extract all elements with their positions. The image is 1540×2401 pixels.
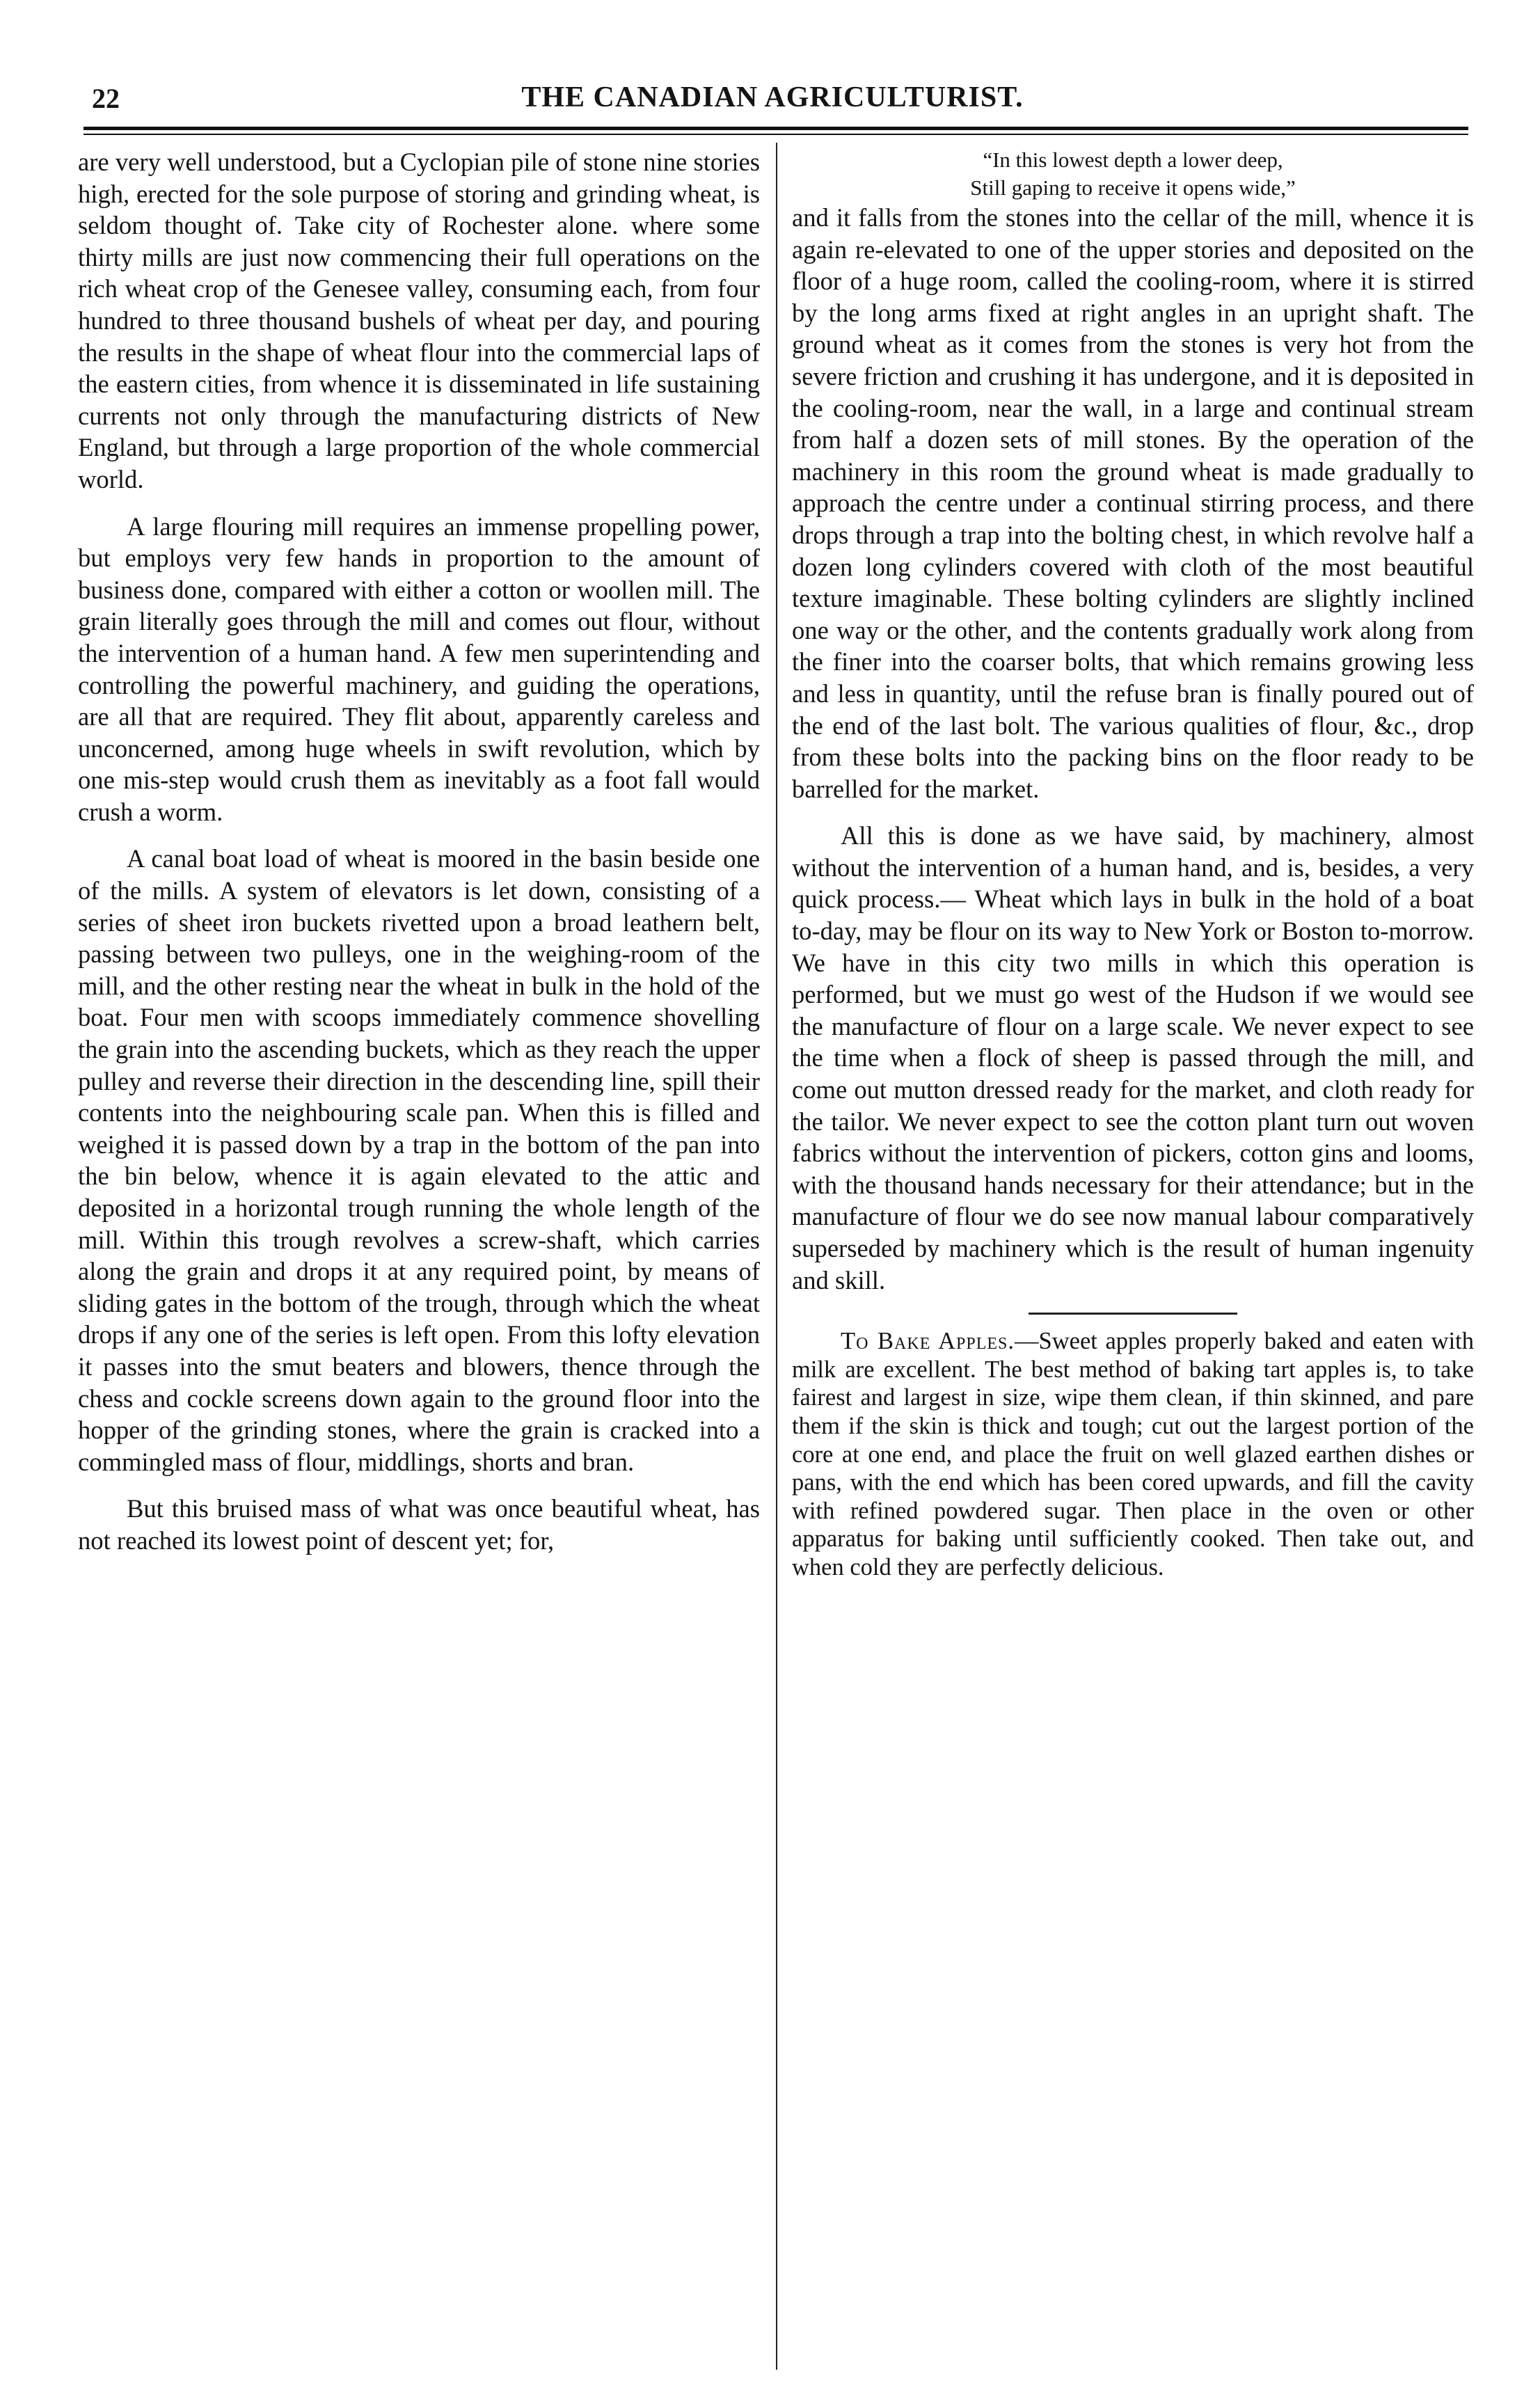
verse-quote bbox=[792, 146, 1474, 202]
page-header bbox=[77, 75, 1468, 124]
section-separator bbox=[1029, 1313, 1237, 1315]
verse-line-2: Still gaping to receive it opens wide,” bbox=[970, 175, 1296, 200]
apples-heading: To Bake Apples. bbox=[841, 1328, 1015, 1355]
header-rule-thin bbox=[84, 134, 1468, 135]
running-title: THE CANADIAN AGRICULTURIST. bbox=[521, 81, 1024, 113]
header-rule-thick bbox=[84, 127, 1468, 130]
right-paragraph-1: and it falls from the stones into the cellar of the mill, whence it is again re-elevated to one of the upper stories and deposited on the floor of a huge room, called the cooling-room, where it is stirred by the long arms fixed at right angles in an upright shaft. The ground wheat as it comes from the stones is very hot from the severe friction and crushing it has undergone, and it is deposited in the cooling-room, near the wall, in a large and continual stream from half a dozen sets of mill stones. By the operation of the machinery in this room the ground wheat is made gradually to approach the centre under a continual stirring process, and there drops through a trap into the bolting chest, in which revolve half a dozen long cylinders covered with cloth of the most beautiful texture imaginable. These bolting cylinders are slightly inclined one way or the other, and the contents gradually work along from the finer into the coarser bolts, that which remains growing less and less in quantity, until the refuse bran is finally poured out of the end of the last bolt. The various qualities of flour, &c., drop from these bolts into the packing bins on the floor ready to be barrelled for the market. bbox=[792, 203, 1474, 803]
left-column bbox=[78, 146, 760, 2366]
page-number: 22 bbox=[92, 83, 120, 114]
column-divider bbox=[776, 143, 777, 2370]
left-paragraph-1: are very well understood, but a Cyclopian pile of stone nine stories high, erected for the sole purpose of storing and grinding wheat, is seldom thought of. Take city of Rochester alone. where some thirty mills are just now commencing their full operations on the rich wheat crop of the Genesee valley, consuming each, from four hundred to three thousand bushels of wheat per day, and pouring the results in the shape of wheat flour into the commercial laps of the eastern cities, from whence it is disseminated in life sustaining currents not only through the manufacturing districts of New England, but through a large proportion of the whole commercial world. bbox=[78, 148, 760, 493]
right-paragraph-2: All this is done as we have said, by machinery, almost without the intervention of a human hand, and is, besides, a very quick process.— Wheat which lays in bulk in the hold of a boat to-day, may be flour on its way to New York or Boston to-morrow. We have in this city two mills in which this operation is performed, but we must go west of the Hudson if we would see the manufacture of flour on a large scale. We never expect to see the time when a flock of sheep is passed through the mill, and come out mutton dressed ready for the market, and cloth ready for the tailor. We never expect to see the cotton plant turn out woven fabrics without the intervention of pickers, cotton gins and looms, with the thousand hands necessary for their attendance; but in the manufacture of flour we do see now manual labour comparatively superseded by machinery which is the result of human ingenuity and skill. bbox=[792, 821, 1474, 1294]
apples-body: —Sweet apples properly baked and eaten with milk are excellent. The best method of baking tart apples is, to take fairest and largest in size, wipe them clean, if thin skinned, and pare them if the skin is thick and tough; cut out the largest portion of the core at one end, and place the fruit on well glazed earthen dishes or pans, with the end which has been cored upwards, and fill the cavity with refined powdered sugar. Then place in the oven or other apparatus for baking until sufficiently cooked. Then take out, and when cold they are perfectly delicious. bbox=[792, 1328, 1474, 1580]
left-paragraph-3: A canal boat load of wheat is moored in the basin beside one of the mills. A system of elevators is let down, consisting of a series of sheet iron buckets rivetted upon a broad leathern belt, passing between two pulleys, one in the weighing-room of the mill, and the other resting near the wheat in bulk in the hold of the boat. Four men with scoops immediately commence shovelling the grain into the ascending buckets, which as they reach the upper pulley and reverse their direction in the descending line, spill their contents into the neighbouring scale pan. When this is filled and weighed it is passed down by a trap in the bottom of the pan into the bin below, whence it is again elevated to the attic and deposited in a horizontal trough running the whole length of the mill. Within this trough revolves a screw-shaft, which carries along the grain and drops it at any required point, by means of sliding gates in the bottom of the trough, through which the wheat drops if any one of the series is left open. From this lofty elevation it passes into the smut beaters and blowers, thence through the chess and cockle screens down again to the ground floor into the hopper of the grinding stones, where the grain is cracked into a commingled mass of flour, middlings, shorts and bran. bbox=[78, 844, 760, 1476]
apples-paragraph bbox=[792, 1327, 1474, 1581]
verse-line-1: “In this lowest depth a lower deep, bbox=[983, 148, 1283, 172]
left-paragraph-2: A large flouring mill requires an immense propelling power, but employs very few hands in proportion to the amount of business done, compared with either a cotton or woollen mill. The grain literally goes through the mill and comes out flour, without the intervention of a human hand. A few men superintending and controlling the powerful machinery, and guiding the operations, are all that are required. They flit about, apparently careless and unconcerned, among huge wheels in swift revolution, which by one mis-step would crush them as inevitably as a foot fall would crush a worm. bbox=[78, 512, 760, 826]
right-column bbox=[792, 146, 1474, 2366]
left-paragraph-4: But this bruised mass of what was once beautiful wheat, has not reached its lowest point of descent yet; for, bbox=[78, 1494, 760, 1555]
